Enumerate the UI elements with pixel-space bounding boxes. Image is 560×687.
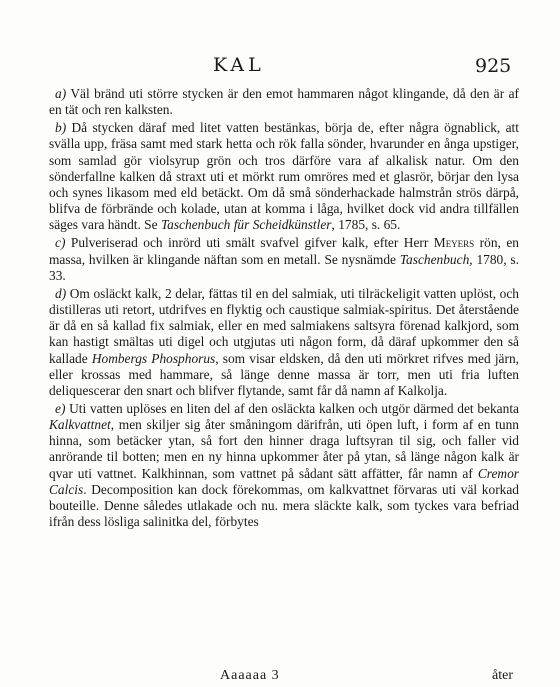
paragraph-text: Om osläckt kalk, 2 delar, fättas til en del salmiak, uti tilräckeligit vatten uplöst, och distilleras uti retort, utdrifves en flyktig och caustique salmiak-spiritus. Det återstående är då en så kallad fix salmiak, eller en med salmiakens saltsyra förenad kalkjord, som kan hastigt smältas uti digel och utgjutas uti någon form, då däraf upkommer den så kallade — [49, 285, 519, 366]
reference-title: Taschenbuch — [399, 251, 470, 267]
paragraph-text: Då stycken däraf med litet vatten bestänkas, börja de, efter några ögnablick, att svälla upp, fräsa samt med stark hetta och rök falla sönder, hvarunder en ånga upstiger, som samlad gör violsyrup grön och tros därföre vara af alkalisk natur. Om den sönderfallne kalken då straxt uti et mörkt rum omröres med et glasrör, börjar den lysa och synes likasom med eld betäckt. Om då små sönderhackade halmstrån strös därpå, blifva de förbrände och kolade, utan at komma i låga, hvilket dock vid andra tillfällen säges vara händt. Se — [49, 120, 519, 233]
paragraph-text: Pulveriserad och inrörd uti smält svafvel gifver kalk, efter Herr — [70, 235, 434, 251]
paragraph-marker: b) — [55, 120, 67, 136]
signature-mark: Aaaaaa 3 — [220, 668, 280, 683]
page-footer — [0, 668, 560, 686]
paragraph-text: , men skiljer sig åter småningom därifrån, uti öpen luft, i form af en tunn hinna, som betäcker ytan, så fort den hinner draga luftsyran til sig, och faller vid anrörande til botten; men en ny hinna upkommer åter på ytan, så länge någon kalk är qvar uti vattnet. Kalkhinnan, som vattnet på sådant sätt affätter, får namn af — [49, 417, 519, 481]
paragraph-text: , som visar eldsken, då den uti mörkret rifves med järn, eller krossas med hammare, så länge denne massa är torr, men uti fria luften deliquescerar den snart och blifver flytande, samt får då namn af Kalkolja. — [49, 350, 519, 398]
running-header — [0, 54, 560, 80]
person-name: Meyers — [433, 235, 475, 251]
paragraph-d — [49, 286, 519, 399]
reference-term: Kalkvattnet — [49, 417, 111, 433]
paragraph-text: Uti vatten uplöses en liten del af den osläckta kalken och utgör därmed det bekanta — [69, 400, 519, 416]
paragraph-text: Väl bränd uti större stycken är den emot hammaren något klingande, då den är af en tät och ren kalksten. — [49, 86, 520, 118]
reference-term: Cremor Calcis — [49, 465, 519, 497]
paragraph-marker: a) — [55, 86, 67, 101]
paragraph-text: , 1785, s. 65. — [331, 217, 401, 233]
running-title: KAL — [213, 54, 265, 76]
reference-title: Taschenbuch für Scheidkünstler — [160, 217, 332, 233]
page-number: 925 — [475, 55, 512, 77]
paragraph-text: . Decomposition kan dock förekommas, om kalkvattnet förvaras uti väl korkad bouteille. Denne således utlakade och nu. mera släckte kalk, som tyckes vara befriad ifrån dess lösliga salinitka del, förbytes — [49, 481, 519, 530]
body-text — [49, 86, 519, 530]
paragraph-marker: c) — [55, 235, 66, 251]
catchword: åter — [492, 668, 513, 683]
paragraph-marker: e) — [55, 400, 66, 416]
paragraph-b — [49, 120, 519, 233]
paragraph-a — [49, 86, 519, 118]
paragraph-c — [49, 235, 519, 283]
reference-term: Hombergs Phosphorus — [91, 350, 216, 366]
paragraph-text: , 1780, s. 33. — [49, 251, 519, 283]
paragraph-text: rön, en massa, hvilken är klingande näftan som en metall. Se nysnämde — [49, 235, 519, 267]
paragraph-marker: d) — [55, 285, 67, 301]
paragraph-e — [49, 401, 519, 530]
